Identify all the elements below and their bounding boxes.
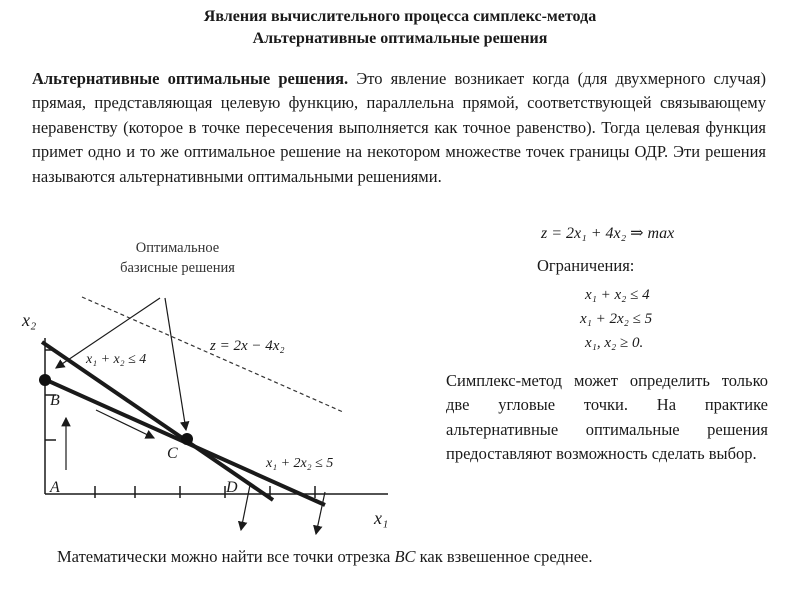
optimal-solutions-annotation: Оптимальное базисные решения [120, 240, 235, 276]
page-title-line2: Альтернативные оптимальные решения [252, 30, 548, 47]
point-c-marker [181, 433, 193, 445]
bottom-after: как взвешенное среднее. [415, 547, 593, 566]
point-b-marker [39, 374, 51, 386]
axis-y-label: x₂ [22, 310, 37, 330]
side-paragraph: Симплекс-метод может определить только две угловые точки. На практике альтернативные оптимальные решения предоставляют возможность сделать выбор. [446, 371, 768, 464]
constraint1-label: x₁ + x₂ ≤ 4 [86, 352, 147, 367]
point-b-label: B [50, 392, 60, 409]
bottom-sentence [57, 546, 592, 568]
bottom-segment: BC [394, 547, 416, 566]
point-d-label: D [226, 479, 238, 496]
axis-x-label: x₁ [374, 508, 389, 528]
intro-bold-lead: Альтернативные оптимальные решения. [32, 69, 349, 88]
bottom-before: Математически можно найти все точки отрезка [57, 547, 395, 566]
intro-text: Это явление возникает когда (для двухмерного случая) прямая, представляющая целевую функцию, параллельна прямой, соответствующей связывающему неравенству (которое в точке пересечения выполняется как точное равенство). Тогда целевая функция примет одно и то же оптимальное решение на некотором множестве точек границы ОДР. Эти решения называются альтернативными оптимальными решениями. [32, 69, 766, 186]
constraint-3: x₁, x₂ ≥ 0. [585, 335, 644, 351]
point-a-label: A [50, 479, 60, 496]
constraints-heading: Ограничения: [537, 256, 635, 275]
constraint-2: x₁ + 2x₂ ≤ 5 [580, 311, 653, 327]
constraint-1: x₁ + x₂ ≤ 4 [585, 287, 650, 303]
point-c-label: C [167, 445, 178, 462]
constraint2-label: x₁ + 2x₂ ≤ 5 [266, 456, 334, 471]
annotation-arrow-c [165, 298, 186, 430]
down-arrow-1 [241, 485, 250, 530]
down-arrow-2 [316, 492, 325, 534]
page-title-line1: Явления вычислительного процесса симплекс-метода [203, 8, 597, 25]
objective-line-label: z = 2x − 4x₂ [210, 338, 285, 354]
objective-function: z = 2x₁ + 4x₂ ⇒ max [541, 225, 675, 242]
